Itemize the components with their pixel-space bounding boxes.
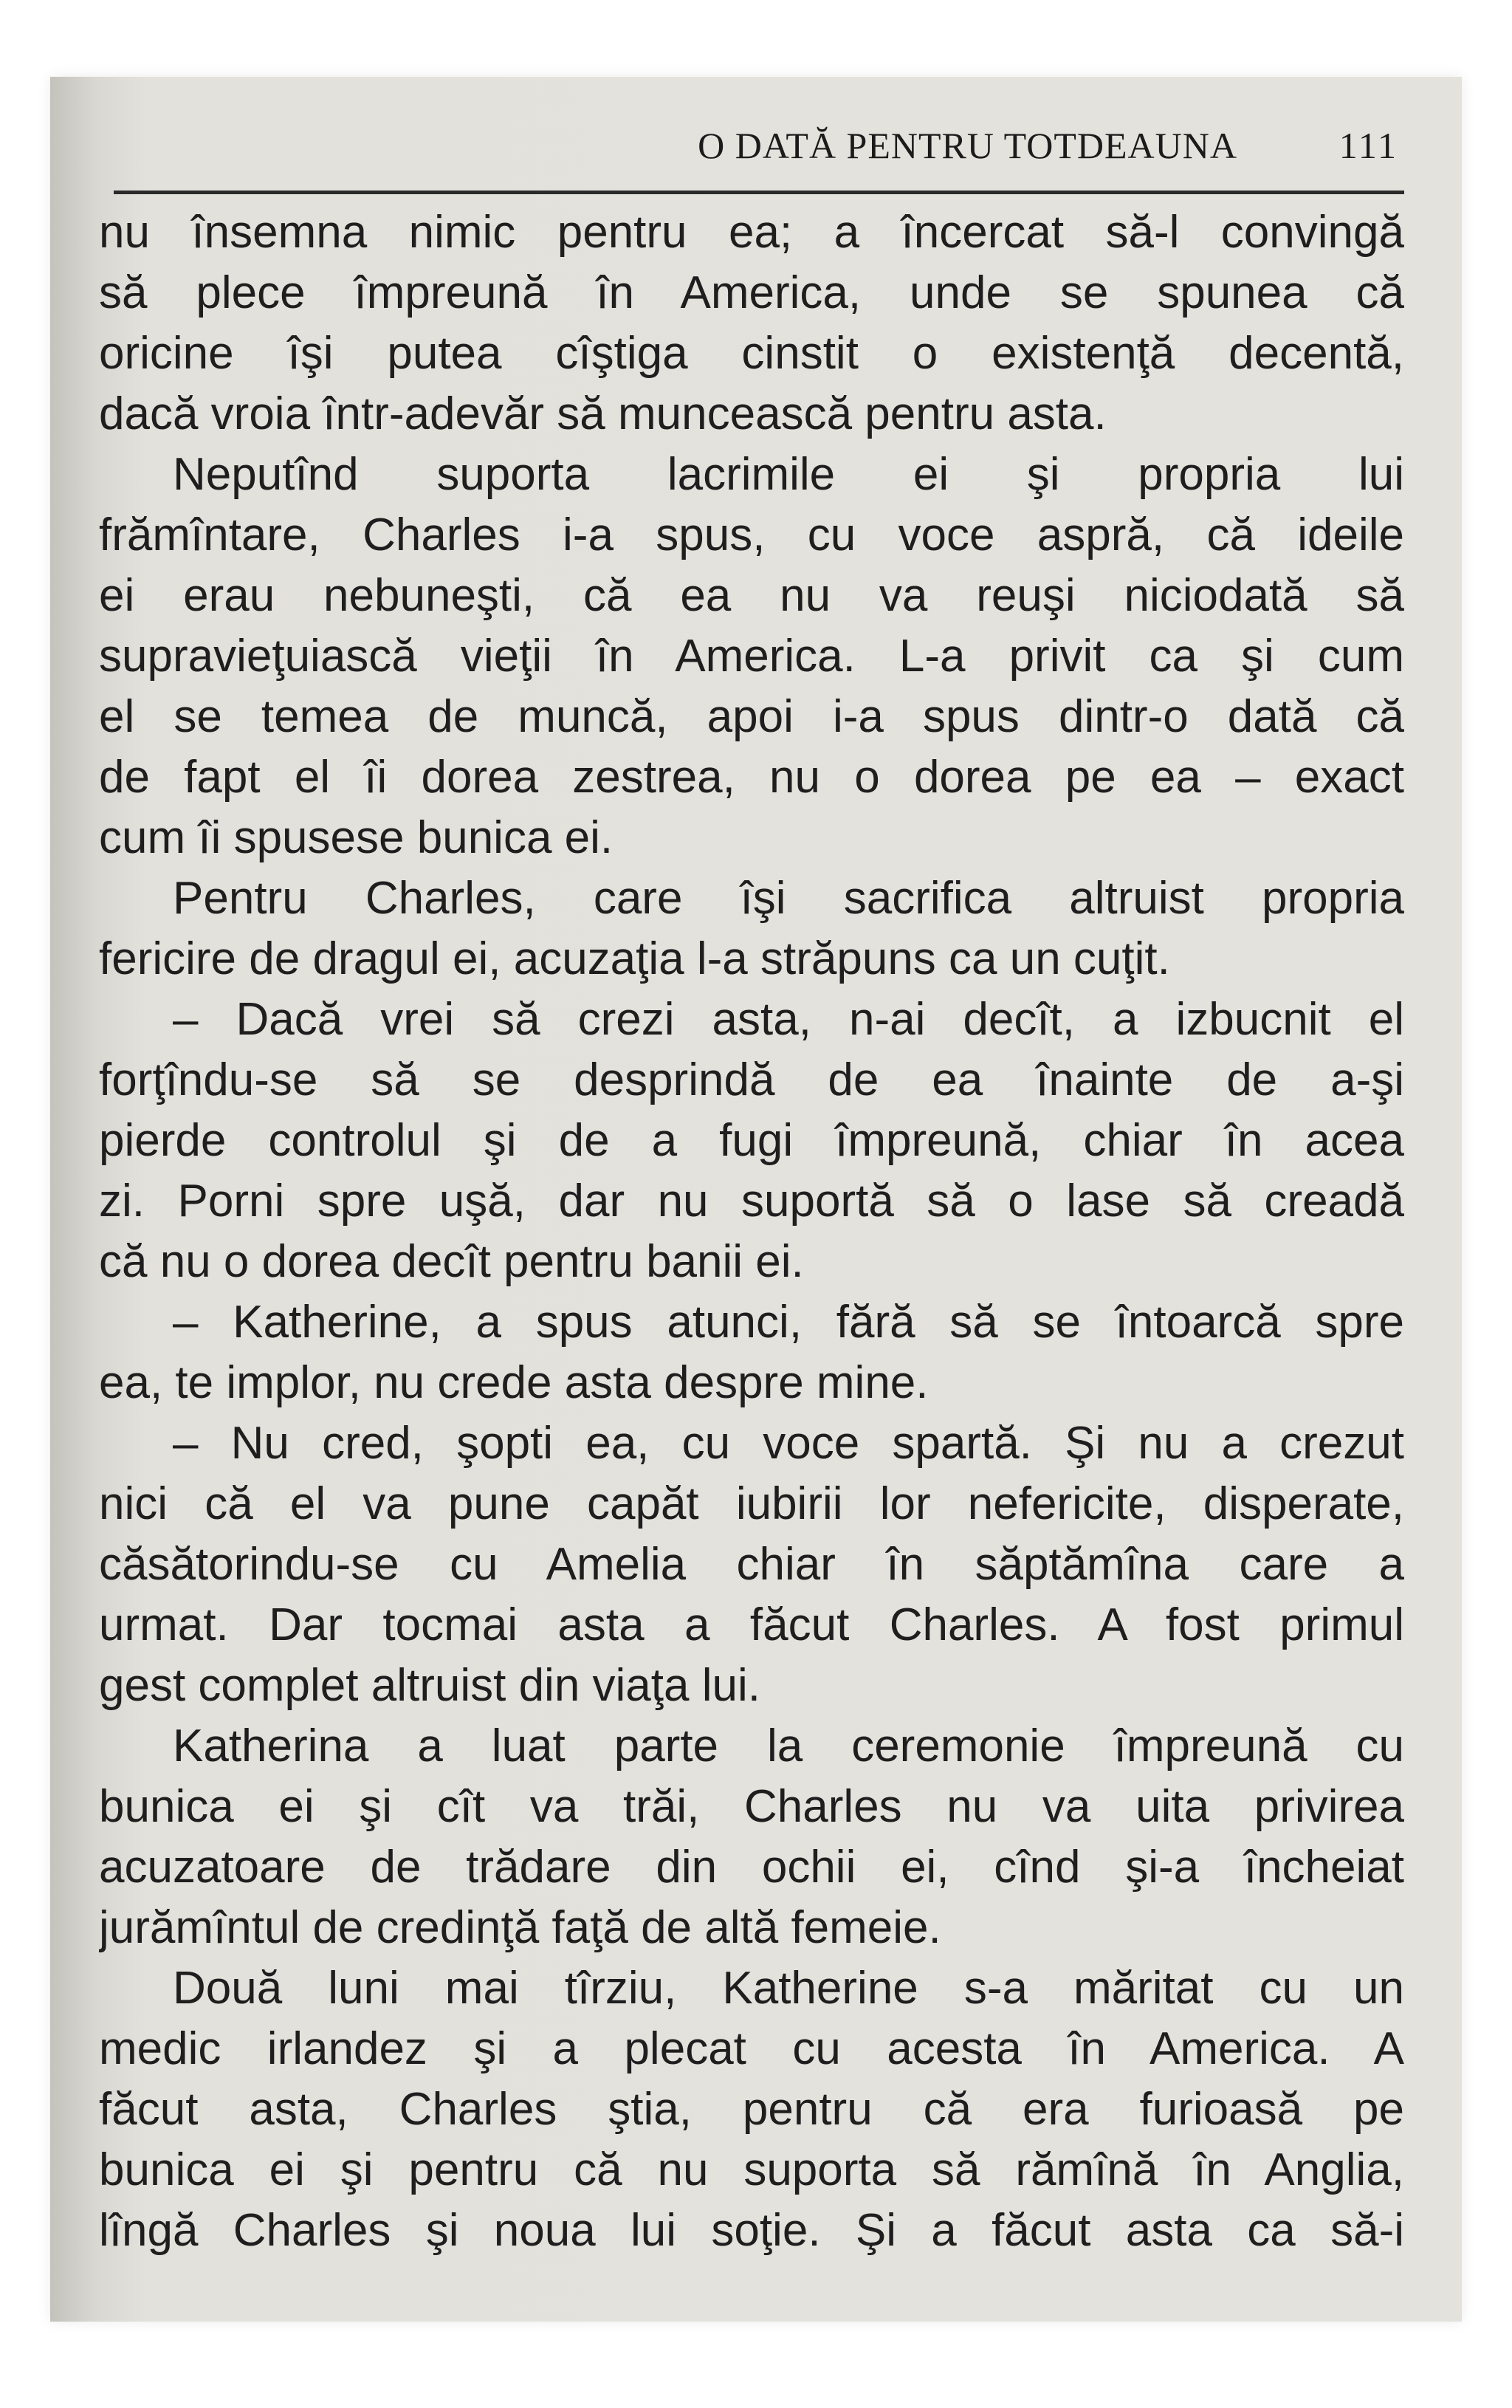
text-line: – Katherine, a spus atunci, fără să se întoarcă spre (173, 1297, 1404, 1348)
text-line: oricine îşi putea cîştiga cinstit o existenţă decentă, (99, 328, 1404, 379)
text-line: ea, te implor, nu crede asta despre mine. (99, 1357, 929, 1408)
page-number: 111 (1339, 125, 1398, 166)
text-line: dacă vroia într-adevăr să muncească pentru asta. (99, 388, 1107, 439)
text-line: cum îi spusese bunica ei. (99, 812, 614, 863)
text-line: zi. Porni spre uşă, dar nu suportă să o lase să creadă (99, 1176, 1404, 1227)
text-line: forţîndu-se să se desprindă de ea înainte de a-şi (99, 1054, 1404, 1105)
running-header (50, 124, 1398, 168)
text-line: căsătorindu-se cu Amelia chiar în săptămîna care a (99, 1539, 1404, 1590)
text-line: bunica ei şi pentru că nu suporta să rămînă în Anglia, (99, 2144, 1404, 2195)
text-line: jurămîntul de credinţă faţă de altă femeie. (99, 1902, 941, 1953)
text-line: el se temea de muncă, apoi i-a spus dintr-o dată că (99, 691, 1404, 742)
text-line: să plece împreună în America, unde se spunea că (99, 267, 1404, 318)
text-line: supravieţuiască vieţii în America. L-a privit ca şi cum (99, 631, 1404, 682)
text-line: lîngă Charles şi noua lui soţie. Şi a făcut asta ca să-i (99, 2205, 1404, 2256)
text-line: – Nu cred, şopti ea, cu voce spartă. Şi nu a crezut (173, 1418, 1404, 1469)
text-line: Două luni mai tîrziu, Katherine s-a măritat cu un (173, 1963, 1404, 2014)
book-page (50, 77, 1462, 2322)
text-line: Katherina a luat parte la ceremonie împreună cu (173, 1721, 1404, 1771)
text-line: – Dacă vrei să crezi asta, n-ai decît, a izbucnit el (173, 994, 1404, 1045)
text-line: gest complet altruist din viaţa lui. (99, 1660, 760, 1711)
text-line: medic irlandez şi a plecat cu acesta în America. A (99, 2023, 1404, 2074)
text-line: fericire de dragul ei, acuzaţia l-a străpuns ca un cuţit. (99, 933, 1170, 984)
text-line: de fapt el îi dorea zestrea, nu o dorea pe ea – exact (99, 752, 1404, 803)
text-line: nici că el va pune capăt iubirii lor nefericite, disperate, (99, 1478, 1404, 1529)
text-line: că nu o dorea decît pentru banii ei. (99, 1236, 804, 1287)
text-line: ei erau nebuneşti, că ea nu va reuşi niciodată să (99, 570, 1404, 621)
text-line: urmat. Dar tocmai asta a făcut Charles. A fost primul (99, 1599, 1404, 1650)
text-line: Pentru Charles, care îşi sacrifica altruist propria (173, 873, 1404, 924)
text-line: acuzatoare de trădare din ochii ei, cînd şi-a încheiat (99, 1842, 1404, 1893)
running-head-title: O DATĂ PENTRU TOTDEAUNA (698, 125, 1237, 166)
text-line: frămîntare, Charles i-a spus, cu voce aspră, că ideile (99, 510, 1404, 560)
text-line: făcut asta, Charles ştia, pentru că era furioasă pe (99, 2084, 1404, 2135)
header-rule (114, 191, 1404, 194)
body-text (99, 202, 1404, 2261)
text-line: Neputînd suporta lacrimile ei şi propria lui (173, 449, 1404, 500)
text-line: nu însemna nimic pentru ea; a încercat să-l convingă (99, 207, 1404, 258)
text-line: pierde controlul şi de a fugi împreună, chiar în acea (99, 1115, 1404, 1166)
text-line: bunica ei şi cît va trăi, Charles nu va uita privirea (99, 1781, 1404, 1832)
